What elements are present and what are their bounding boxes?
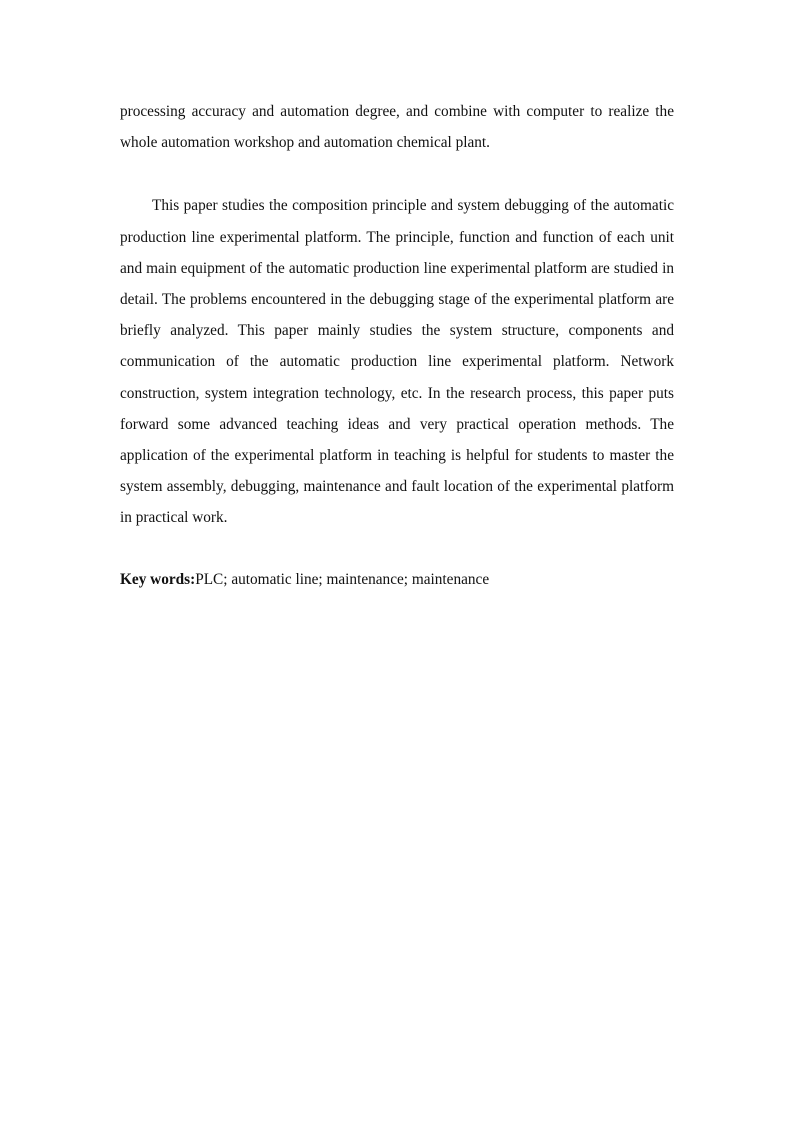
paragraph-continued: processing accuracy and automation degree, and combine with computer to realize the whole automation workshop and automation chemical plant. <box>120 103 674 152</box>
keywords-label: Key words: <box>120 570 196 588</box>
abstract-body <box>120 96 674 595</box>
keywords-line <box>120 564 674 595</box>
paragraph-abstract: This paper studies the composition principle and system debugging of the automatic production line experimental platform. The principle, function and function of each unit and main equipment of the automatic production line experimental platform are studied in detail. The problems encountered in the debugging stage of the experimental platform are briefly analyzed. This paper mainly studies the system structure, components and communication of the automatic production line experimental platform. Network construction, system integration technology, etc. In the research process, this paper puts forward some advanced teaching ideas and very practical operation methods. The application of the experimental platform in teaching is helpful for students to master the system assembly, debugging, maintenance and fault location of the experimental platform in practical work. <box>120 197 674 527</box>
keywords-text: PLC; automatic line; maintenance; maintenance <box>195 570 490 588</box>
